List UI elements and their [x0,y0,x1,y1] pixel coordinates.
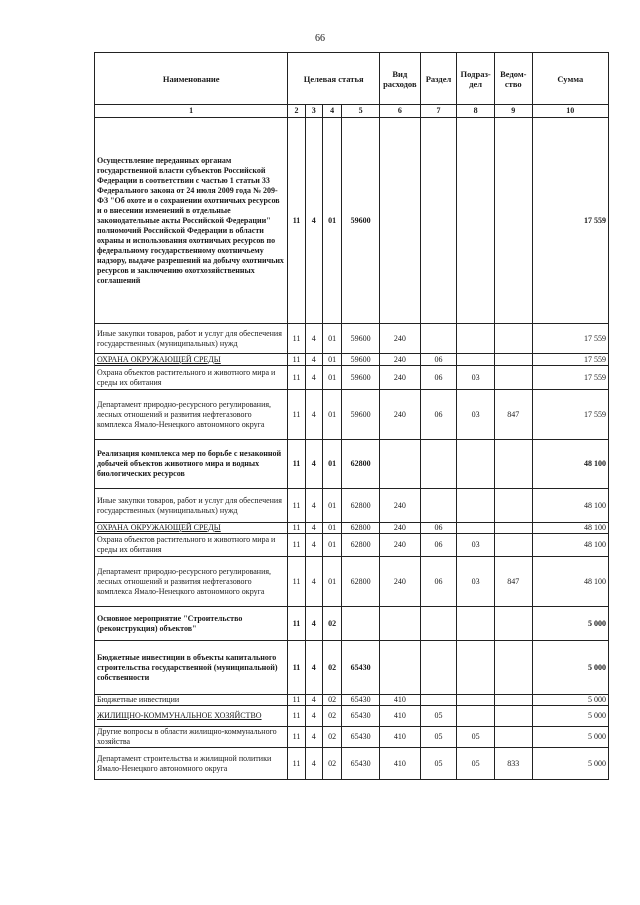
table-row [95,727,609,748]
table-row [95,641,609,695]
table-row [95,354,609,366]
row-sum: 5 000 [532,641,608,695]
expense-type: 240 [379,489,420,523]
section: 05 [420,727,457,748]
target-code-4: 59600 [342,354,380,366]
expense-type [379,440,420,489]
row-sum: 48 100 [532,523,608,534]
header-section: Раздел [420,53,457,105]
section [420,607,457,641]
row-sum: 48 100 [532,534,608,557]
target-code-1: 11 [288,118,305,324]
target-code-3: 02 [322,607,341,641]
target-code-3: 01 [322,557,341,607]
target-code-4: 65430 [342,706,380,727]
table-row [95,534,609,557]
expense-type [379,641,420,695]
expense-type: 240 [379,390,420,440]
table-row [95,695,609,706]
subsection [457,523,495,534]
department: 847 [494,390,532,440]
target-code-1: 11 [288,354,305,366]
row-sum: 5 000 [532,706,608,727]
row-name: Бюджетные инвестиции [95,695,288,706]
target-code-3: 01 [322,354,341,366]
column-number: 6 [379,105,420,118]
target-code-2: 4 [305,534,322,557]
section [420,440,457,489]
target-code-3: 01 [322,324,341,354]
subsection: 03 [457,557,495,607]
target-code-4: 59600 [342,366,380,390]
row-name: Другие вопросы в области жилищно-коммунального хозяйства [95,727,288,748]
header-subsection: Подраз-дел [457,53,495,105]
section: 05 [420,706,457,727]
section [420,489,457,523]
target-code-4: 62800 [342,557,380,607]
table-row [95,557,609,607]
department [494,354,532,366]
subsection: 03 [457,534,495,557]
target-code-2: 4 [305,390,322,440]
table-row [95,607,609,641]
section: 06 [420,390,457,440]
column-number: 4 [322,105,341,118]
subsection: 05 [457,748,495,780]
table-row [95,489,609,523]
target-code-4: 65430 [342,748,380,780]
row-name: Бюджетные инвестиции в объекты капитального строительства государственной (муниципальной) собственности [95,641,288,695]
target-code-3: 02 [322,748,341,780]
target-code-2: 4 [305,523,322,534]
subsection [457,440,495,489]
department [494,118,532,324]
section: 06 [420,534,457,557]
department [494,440,532,489]
section [420,695,457,706]
row-name: Осуществление переданных органам государственной власти субъектов Российской Федерации в соответствии с частью 1 статьи 33 Федерального закона от 24 июля 2009 года № 209-ФЗ "Об охоте и о сохранении охотничьих ресурсов и о внесении изменений в отдельные законодательные акты Российской Федерации" полномочий Российской Федерации в области охраны и использования охотничьих ресурсов по федеральному государственному охотничьему надзору, выдаче разрешений на добычу охотничьих ресурсов и заключению охотхозяйственных соглашений [95,118,288,324]
expense-type: 410 [379,748,420,780]
column-number: 5 [342,105,380,118]
target-code-4: 59600 [342,324,380,354]
target-code-4: 62800 [342,534,380,557]
row-name: Охрана объектов растительного и животного мира и среды их обитания [95,366,288,390]
target-code-1: 11 [288,440,305,489]
row-sum: 48 100 [532,489,608,523]
expense-type: 410 [379,695,420,706]
row-name: ОХРАНА ОКРУЖАЮЩЕЙ СРЕДЫ [95,523,288,534]
row-name: Охрана объектов растительного и животного мира и среды их обитания [95,534,288,557]
department [494,534,532,557]
row-name: Реализация комплекса мер по борьбе с незаконной добычей объектов животного мира и водных биологических ресурсов [95,440,288,489]
department [494,366,532,390]
department [494,324,532,354]
expense-type: 240 [379,354,420,366]
target-code-1: 11 [288,748,305,780]
target-code-3: 01 [322,523,341,534]
target-code-3: 01 [322,118,341,324]
subsection [457,607,495,641]
target-code-2: 4 [305,489,322,523]
target-code-2: 4 [305,557,322,607]
target-code-4: 65430 [342,641,380,695]
expense-type: 410 [379,706,420,727]
column-number: 9 [494,105,532,118]
target-code-1: 11 [288,523,305,534]
row-sum: 5 000 [532,727,608,748]
header-department: Ведом-ство [494,53,532,105]
department [494,706,532,727]
column-number: 2 [288,105,305,118]
expense-type: 410 [379,727,420,748]
budget-table [94,52,609,780]
subsection [457,695,495,706]
expense-type: 240 [379,523,420,534]
header-expense-type: Вид расходов [379,53,420,105]
target-code-1: 11 [288,366,305,390]
section: 06 [420,523,457,534]
target-code-1: 11 [288,607,305,641]
column-number: 3 [305,105,322,118]
row-sum: 5 000 [532,607,608,641]
department [494,727,532,748]
target-code-2: 4 [305,118,322,324]
subsection [457,118,495,324]
row-name: Департамент природно-ресурсного регулирования, лесных отношений и развития нефтегазового комплекса Ямало-Ненецкого автономного округа [95,390,288,440]
section [420,118,457,324]
subsection [457,489,495,523]
row-name: Департамент природно-ресурсного регулирования, лесных отношений и развития нефтегазового комплекса Ямало-Ненецкого автономного округа [95,557,288,607]
target-code-3: 01 [322,440,341,489]
subsection [457,324,495,354]
table-row [95,440,609,489]
section: 06 [420,354,457,366]
target-code-2: 4 [305,727,322,748]
target-code-3: 02 [322,727,341,748]
target-code-2: 4 [305,324,322,354]
target-code-1: 11 [288,727,305,748]
target-code-4: 59600 [342,390,380,440]
table-row [95,748,609,780]
target-code-2: 4 [305,440,322,489]
target-code-4: 62800 [342,523,380,534]
page-number: 66 [315,33,325,44]
section [420,324,457,354]
target-code-1: 11 [288,534,305,557]
target-code-3: 02 [322,706,341,727]
target-code-4: 62800 [342,489,380,523]
column-number: 1 [95,105,288,118]
header-name: Наименование [95,53,288,105]
subsection: 03 [457,366,495,390]
subsection [457,706,495,727]
table-row [95,523,609,534]
expense-type: 240 [379,534,420,557]
table-row [95,118,609,324]
expense-type [379,118,420,324]
target-code-4: 62800 [342,440,380,489]
expense-type: 240 [379,324,420,354]
target-code-3: 01 [322,390,341,440]
target-code-2: 4 [305,354,322,366]
target-code-1: 11 [288,489,305,523]
header-target-article: Целевая статья [288,53,380,105]
target-code-1: 11 [288,706,305,727]
department: 847 [494,557,532,607]
row-sum: 5 000 [532,695,608,706]
target-code-2: 4 [305,366,322,390]
target-code-1: 11 [288,641,305,695]
target-code-2: 4 [305,695,322,706]
department [494,607,532,641]
table-row [95,706,609,727]
target-code-2: 4 [305,706,322,727]
row-name: ОХРАНА ОКРУЖАЮЩЕЙ СРЕДЫ [95,354,288,366]
target-code-2: 4 [305,641,322,695]
target-code-1: 11 [288,557,305,607]
department [494,695,532,706]
row-sum: 17 559 [532,118,608,324]
department [494,489,532,523]
target-code-3: 01 [322,489,341,523]
row-sum: 17 559 [532,324,608,354]
column-number: 7 [420,105,457,118]
target-code-1: 11 [288,695,305,706]
row-name: Иные закупки товаров, работ и услуг для обеспечения государственных (муниципальных) нужд [95,324,288,354]
column-number-row [95,105,609,118]
section: 06 [420,366,457,390]
target-code-4 [342,607,380,641]
target-code-3: 01 [322,366,341,390]
header-sum: Сумма [532,53,608,105]
expense-type: 240 [379,366,420,390]
target-code-2: 4 [305,748,322,780]
subsection [457,641,495,695]
row-sum: 48 100 [532,440,608,489]
department: 833 [494,748,532,780]
department [494,641,532,695]
target-code-3: 01 [322,534,341,557]
row-sum: 48 100 [532,557,608,607]
expense-type: 240 [379,557,420,607]
subsection: 05 [457,727,495,748]
row-sum: 17 559 [532,354,608,366]
section: 06 [420,557,457,607]
row-name: ЖИЛИЩНО-КОММУНАЛЬНОЕ ХОЗЯЙСТВО [95,706,288,727]
section: 05 [420,748,457,780]
row-name: Иные закупки товаров, работ и услуг для обеспечения государственных (муниципальных) нужд [95,489,288,523]
column-number: 10 [532,105,608,118]
target-code-4: 59600 [342,118,380,324]
row-sum: 5 000 [532,748,608,780]
row-sum: 17 559 [532,366,608,390]
subsection: 03 [457,390,495,440]
row-name: Департамент строительства и жилищной политики Ямало-Ненецкого автономного округа [95,748,288,780]
table-row [95,366,609,390]
table-row [95,390,609,440]
department [494,523,532,534]
target-code-4: 65430 [342,695,380,706]
row-sum: 17 559 [532,390,608,440]
section [420,641,457,695]
target-code-1: 11 [288,390,305,440]
target-code-3: 02 [322,641,341,695]
table-row [95,324,609,354]
target-code-1: 11 [288,324,305,354]
row-name: Основное мероприятие "Строительство (реконструкция) объектов" [95,607,288,641]
expense-type [379,607,420,641]
target-code-2: 4 [305,607,322,641]
target-code-3: 02 [322,695,341,706]
column-number: 8 [457,105,495,118]
subsection [457,354,495,366]
target-code-4: 65430 [342,727,380,748]
